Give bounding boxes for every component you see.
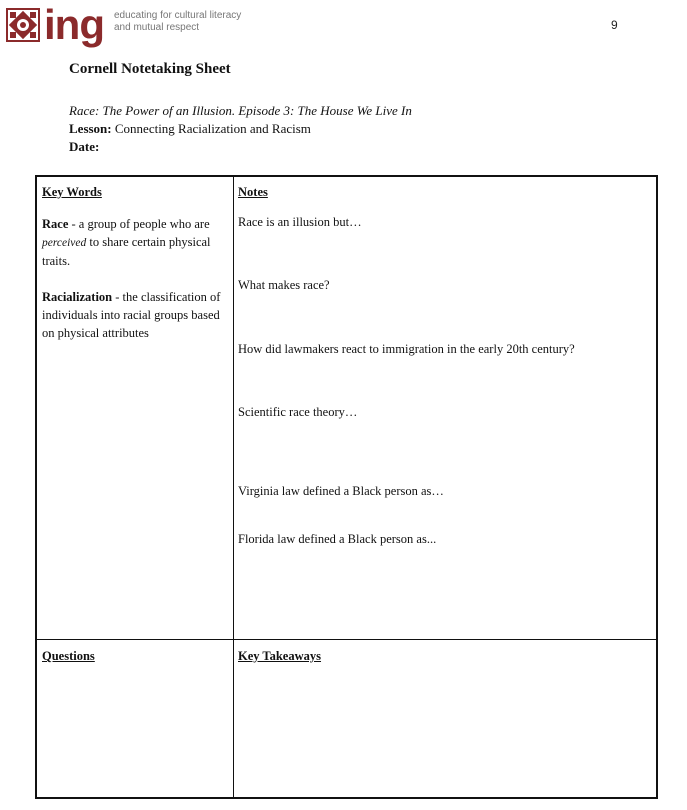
document-title: Cornell Notetaking Sheet (69, 61, 231, 77)
lesson-line (69, 120, 412, 138)
key-words-cell[interactable] (42, 183, 227, 342)
page-number: 9 (611, 18, 618, 32)
lesson-label: Lesson: (69, 121, 112, 136)
note-item[interactable]: How did lawmakers react to immigration in the early 20th century? (238, 342, 575, 356)
ornament-logo-icon (6, 8, 40, 42)
column-divider (233, 177, 234, 797)
key-word-race (42, 215, 227, 270)
questions-header: Questions (42, 649, 95, 663)
note-item[interactable]: Scientific race theory… (238, 405, 358, 419)
definition-text: - a group of people who are (68, 217, 210, 231)
lesson-value: Connecting Racialization and Racism (114, 121, 311, 136)
key-takeaways-header: Key Takeaways (238, 649, 322, 663)
key-word-racialization (42, 288, 227, 342)
key-word-term: Racialization (42, 290, 113, 304)
definition-emphasis: perceived (42, 237, 87, 249)
episode-title: Race: The Power of an Illusion. Episode 3: The House We Live In (69, 103, 412, 118)
notes-header: Notes (238, 185, 268, 199)
tagline-line-1: educating for cultural literacy (113, 10, 242, 21)
note-item[interactable]: Race is an illusion but… (238, 215, 362, 229)
definition-text: to share certain physical traits. (42, 235, 211, 268)
key-words-header: Key Words (42, 185, 102, 199)
note-item[interactable]: Virginia law defined a Black person as… (238, 484, 444, 498)
document-meta (69, 102, 412, 156)
note-item[interactable]: What makes race? (238, 278, 330, 292)
key-word-term: Race (42, 217, 69, 231)
definition-text: - the classification of individuals into racial groups based on physical attributes (42, 290, 221, 340)
logo-tagline (114, 10, 241, 34)
date-label: Date: (69, 139, 100, 154)
row-divider (37, 639, 656, 640)
tagline-line-2: and mutual respect (113, 22, 200, 33)
note-item[interactable]: Florida law defined a Black person as... (238, 532, 437, 546)
logo-wordmark: ing (44, 1, 104, 48)
logo (6, 1, 242, 48)
cornell-notes-table (35, 175, 658, 799)
